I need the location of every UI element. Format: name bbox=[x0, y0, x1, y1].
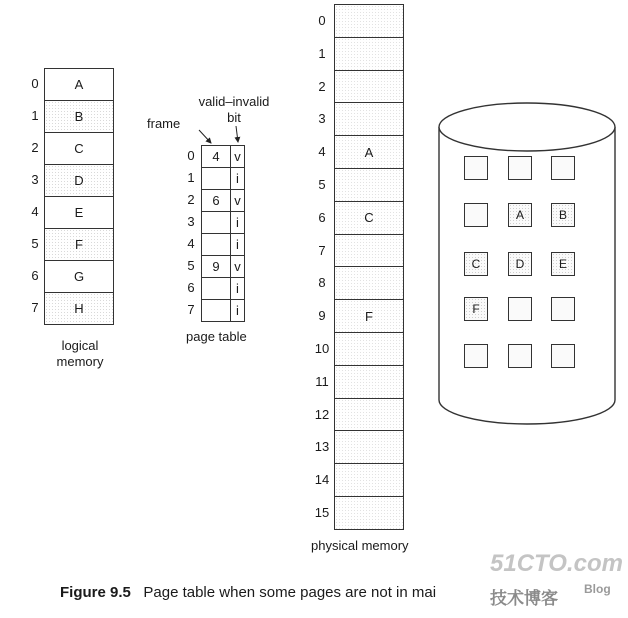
page-table-frame-cell bbox=[201, 233, 231, 255]
page-table-frame-cell: 6 bbox=[201, 189, 231, 211]
physical-frame-cell bbox=[334, 70, 404, 103]
logical-page-number: 1 bbox=[31, 108, 39, 123]
page-table-row-number: 6 bbox=[187, 280, 195, 295]
disk-page-box bbox=[508, 156, 532, 180]
page-table-row-number: 3 bbox=[187, 214, 195, 229]
page-table-bit-cell: i bbox=[231, 233, 245, 255]
physical-frame-number: 2 bbox=[318, 78, 326, 94]
physical-frame-cell bbox=[334, 4, 404, 37]
logical-page-number: 6 bbox=[31, 268, 39, 283]
watermark-blog: Blog bbox=[584, 582, 611, 596]
page-table-row-number: 7 bbox=[187, 302, 195, 317]
page-table-bit-cell: i bbox=[231, 167, 245, 189]
disk-page-box bbox=[464, 344, 488, 368]
frame-arrow bbox=[199, 130, 211, 143]
frame-header: frame bbox=[147, 116, 181, 131]
physical-frame-cell bbox=[334, 430, 404, 463]
physical-frame-number: 4 bbox=[318, 144, 326, 160]
page-table-row-number: 1 bbox=[187, 170, 195, 185]
page-table-bit-cell: v bbox=[231, 255, 245, 277]
physical-frame-number: 15 bbox=[314, 505, 330, 520]
logical-page-number: 4 bbox=[31, 204, 39, 219]
physical-memory-bottom-border bbox=[334, 529, 404, 530]
disk-page-box bbox=[508, 344, 532, 368]
disk-page-box bbox=[551, 344, 575, 368]
physical-frame-cell bbox=[334, 365, 404, 398]
valid-invalid-header-line2: bit bbox=[227, 110, 241, 125]
physical-frame-number: 7 bbox=[318, 242, 326, 258]
logical-page-cell: E bbox=[44, 196, 114, 228]
physical-frame-cell bbox=[334, 102, 404, 135]
physical-frame-number: 3 bbox=[318, 111, 326, 127]
logical-page-cell: H bbox=[44, 292, 114, 324]
physical-frame-cell bbox=[334, 332, 404, 365]
physical-frame-cell: C bbox=[334, 201, 404, 234]
physical-frame-number: 0 bbox=[318, 13, 326, 28]
logical-page-number: 2 bbox=[31, 140, 39, 155]
disk-page-box bbox=[551, 297, 575, 321]
page-table-frame-cell bbox=[201, 299, 231, 321]
physical-frame-number: 10 bbox=[314, 341, 330, 356]
physical-frame-cell bbox=[334, 37, 404, 70]
disk-page-box: A bbox=[508, 203, 532, 227]
page-table-bottom-border bbox=[201, 321, 245, 322]
page-table-frame-cell: 9 bbox=[201, 255, 231, 277]
watermark-tag: 技术博客 bbox=[490, 589, 558, 608]
logical-page-number: 5 bbox=[31, 236, 39, 251]
logical-page-cell: A bbox=[44, 68, 114, 100]
physical-frame-number: 1 bbox=[318, 45, 326, 61]
physical-frame-cell bbox=[334, 496, 404, 529]
disk-page-box: C bbox=[464, 252, 488, 276]
physical-frame-number: 12 bbox=[314, 406, 330, 422]
disk-page-box bbox=[464, 203, 488, 227]
page-table-bit-cell: i bbox=[231, 299, 245, 321]
physical-frame-number: 8 bbox=[318, 275, 326, 291]
page-table-frame-cell: 4 bbox=[201, 145, 231, 167]
page-table-bit-cell: i bbox=[231, 277, 245, 299]
figure-caption bbox=[60, 584, 436, 601]
page-table-bit-cell: v bbox=[231, 145, 245, 167]
physical-frame-number: 11 bbox=[315, 373, 329, 389]
logical-memory-label-line2: memory bbox=[56, 354, 104, 369]
physical-frame-cell: F bbox=[334, 299, 404, 332]
page-table-label: page table bbox=[186, 329, 247, 344]
page-table-bit-cell: v bbox=[231, 189, 245, 211]
physical-frame-cell bbox=[334, 168, 404, 201]
figure-number: Figure 9.5 bbox=[60, 584, 131, 601]
page-table-row-number: 4 bbox=[187, 236, 195, 251]
logical-page-number: 7 bbox=[31, 300, 39, 315]
watermark-site: 51CTO.com bbox=[490, 550, 623, 577]
page-table-row-number: 5 bbox=[187, 258, 195, 273]
physical-frame-number: 13 bbox=[314, 439, 330, 455]
disk-page-box bbox=[551, 156, 575, 180]
disk-page-box: F bbox=[464, 297, 488, 321]
logical-page-number: 0 bbox=[31, 76, 39, 91]
logical-page-cell: D bbox=[44, 164, 114, 196]
page-table-frame-cell bbox=[201, 277, 231, 299]
page-table-bit-cell: i bbox=[231, 211, 245, 233]
logical-page-number: 3 bbox=[31, 172, 39, 187]
page-table-frame-cell bbox=[201, 211, 231, 233]
physical-frame-number: 6 bbox=[318, 209, 326, 225]
physical-frame-cell bbox=[334, 398, 404, 431]
disk-page-box bbox=[508, 297, 532, 321]
disk-page-box bbox=[464, 156, 488, 180]
logical-page-cell: F bbox=[44, 228, 114, 260]
page-table-frame-cell bbox=[201, 167, 231, 189]
page-table-row-number: 0 bbox=[187, 148, 195, 163]
logical-page-cell: C bbox=[44, 132, 114, 164]
valid-invalid-header-line1: valid–invalid bbox=[198, 94, 270, 109]
physical-frame-number: 9 bbox=[318, 308, 326, 324]
bit-arrow bbox=[236, 126, 238, 142]
logical-memory-label-line1: logical bbox=[61, 338, 99, 353]
logical-page-cell: G bbox=[44, 260, 114, 292]
physical-frame-number: 14 bbox=[314, 472, 330, 488]
disk-page-box: D bbox=[508, 252, 532, 276]
page-table-row-number: 2 bbox=[187, 192, 195, 207]
caption-text: Page table when some pages are not in mai bbox=[143, 584, 437, 601]
physical-frame-cell bbox=[334, 234, 404, 267]
physical-frame-cell bbox=[334, 266, 404, 299]
physical-frame-number: 5 bbox=[318, 177, 326, 192]
logical-page-cell: B bbox=[44, 100, 114, 132]
physical-memory-label: physical memory bbox=[311, 538, 409, 553]
physical-frame-cell bbox=[334, 463, 404, 496]
physical-frame-cell: A bbox=[334, 135, 404, 168]
disk-page-box: B bbox=[551, 203, 575, 227]
disk-page-box: E bbox=[551, 252, 575, 276]
